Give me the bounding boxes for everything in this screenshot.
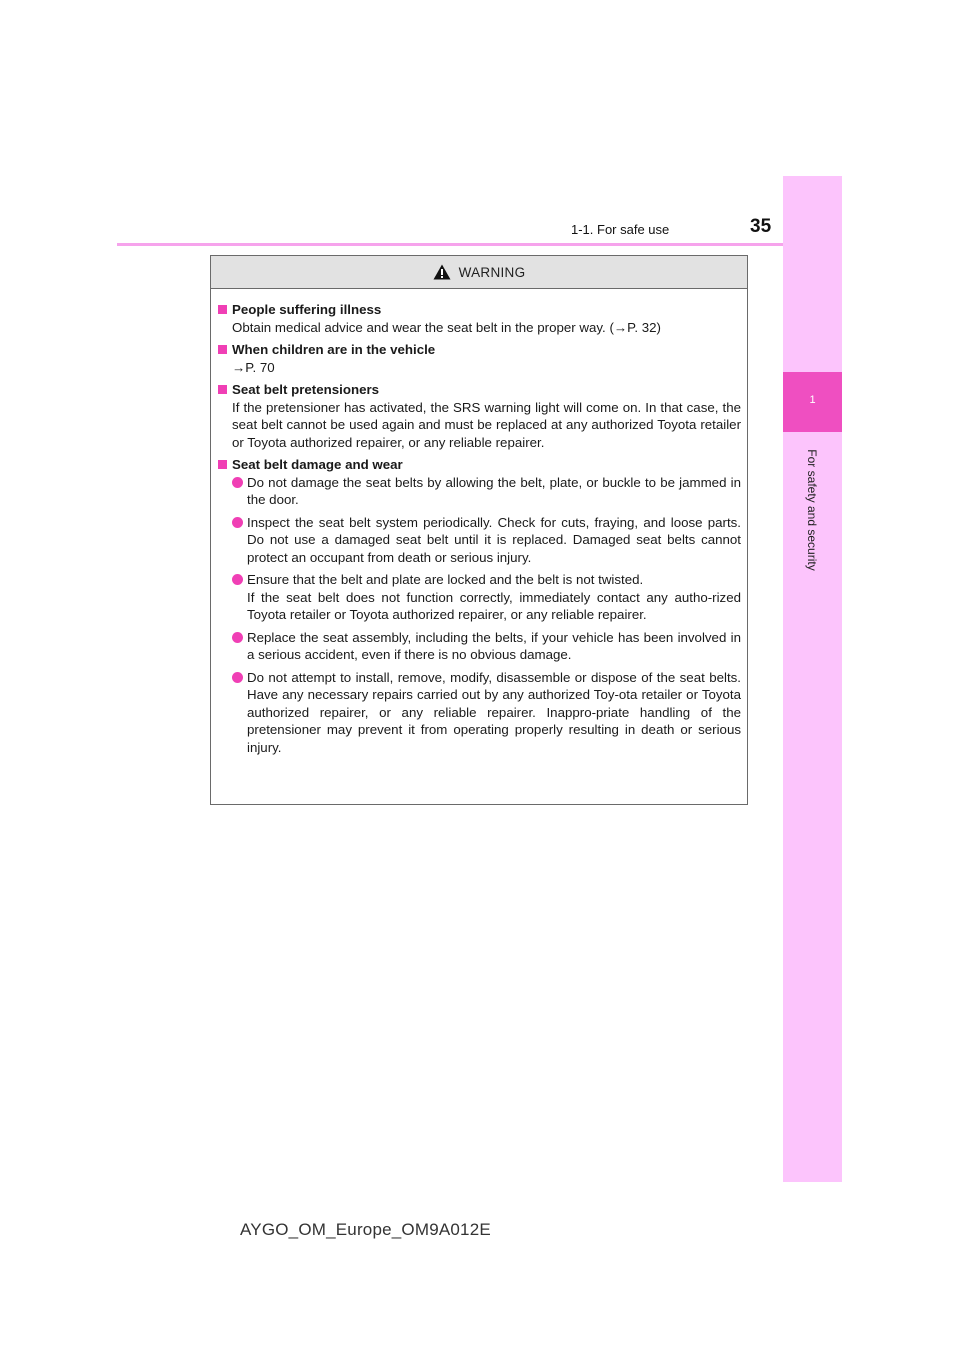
section-heading: When children are in the vehicle: [232, 342, 436, 357]
round-bullet-icon: [232, 672, 243, 683]
section-text: →P. 70: [232, 359, 275, 375]
warning-label: WARNING: [458, 264, 526, 280]
header-rule: [117, 243, 783, 246]
square-bullet-icon: [218, 385, 227, 394]
warning-box: [210, 255, 748, 805]
square-bullet-icon: [218, 460, 227, 469]
round-bullet-icon: [232, 632, 243, 643]
section-heading: Seat belt pretensioners: [232, 382, 380, 397]
warning-triangle-icon: [433, 264, 451, 280]
list-item: Inspect the seat belt system periodically. Check for cuts, fraying, and loose parts. Do not use a damaged seat belt until it is replaced. Damaged seat belts cannot protect an occupant from death or serious injury.: [218, 514, 741, 567]
chapter-tab: [783, 372, 842, 432]
section-text: Obtain medical advice and wear the seat belt in the proper way. (→P. 32): [232, 319, 661, 335]
section-heading: People suffering illness: [232, 302, 382, 317]
section-text: If the pretensioner has activated, the SRS warning light will come on. In that case, the seat belt cannot be used again and must be replaced at any authorized Toyota retailer or Toyota authorized repairer, or any reliable repairer.: [232, 399, 741, 450]
section-title: 1-1. For safe use: [571, 222, 670, 237]
list-item: Ensure that the belt and plate are locked and the belt is not twisted. If the seat belt does not function correctly, immediately contact any autho-rized Toyota retailer or Toyota authorized repairer, or any reliable repairer.: [218, 571, 741, 624]
round-bullet-icon: [232, 517, 243, 528]
page-number: 35: [750, 216, 772, 237]
square-bullet-icon: [218, 305, 227, 314]
warning-section: [218, 341, 741, 376]
list-item: Replace the seat assembly, including the belts, if your vehicle has been involved in a serious accident, even if there is no obvious damage.: [218, 629, 741, 664]
side-tab: [783, 176, 842, 1182]
warning-section: [218, 301, 741, 336]
round-bullet-icon: [232, 477, 243, 488]
warning-header: [211, 256, 747, 289]
list-item: Do not attempt to install, remove, modify, disassemble or dispose of the seat belts. Have any necessary repairs carried out by any authorized Toy-ota retailer or Toyota authorized repairer, or any reliable repairer. Inappro-priate handling of the pretensioner may prevent it from operating properly resulting in death or serious injury.: [218, 669, 741, 757]
warning-section: [218, 381, 741, 451]
chapter-number: 1: [809, 394, 816, 406]
list-item: Do not damage the seat belts by allowing the belt, plate, or buckle to be jammed in the door.: [218, 474, 741, 509]
square-bullet-icon: [218, 345, 227, 354]
section-heading: Seat belt damage and wear: [232, 457, 403, 472]
document-code: AYGO_OM_Europe_OM9A012E: [240, 1220, 491, 1239]
warning-body: [211, 289, 747, 756]
round-bullet-icon: [232, 574, 243, 585]
chapter-title: For safety and security: [805, 449, 819, 571]
warning-section: [218, 456, 741, 756]
